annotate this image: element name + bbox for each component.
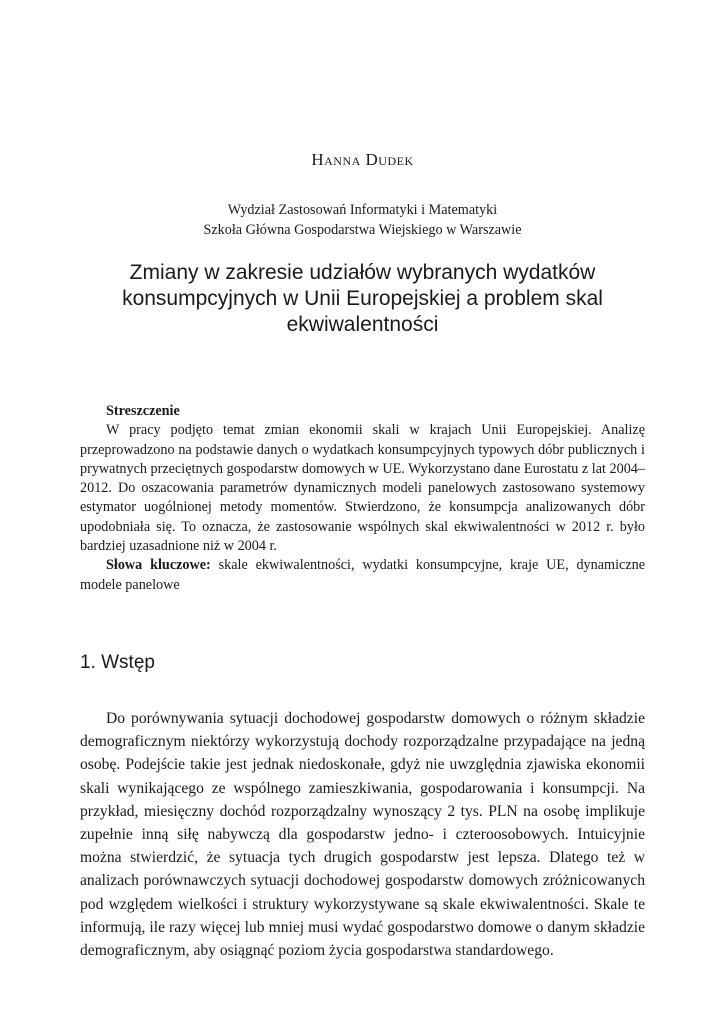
affiliation — [0, 200, 725, 240]
keywords-text: skale ekwiwalentności, wydatki konsumpcyjne, kraje UE, dynamiczne modele panelowe — [80, 557, 646, 593]
abstract — [80, 402, 645, 595]
body-paragraph: Do porównywania sytuacji dochodowej gospodarstw domowych o różnym składzie demograficznym niektórzy wykorzystują dochody rozporządzalne przypadające na jedną osobę. Podejście takie jest jednak niedoskonałe, gdyż nie uwzględnia zjawiska ekonomii skali wynikającego ze wspólnego zamieszkiwania, gospodarowania i konsumpcji. Na przykład, miesięczny dochód rozporządzalny wynoszący 2 tys. PLN na osobę implikuje zupełnie inną siłę nabywczą dla gospodarstw jedno- i czteroosobowych. Intuicyjnie można stwierdzić, że sytuacja tych drugich gospodarstw jest lepsza. Dlatego też w analizach porównawczych sytuacji dochodowej gospodarstw domowych zróżnicowanych pod względem wielkości i struktury wykorzystywane są skale ekwiwalentności. Skale te informują, ile razy więcej lub mniej musi wydać gospodarstwo domowe o danym składzie demograficznym, aby osiągnąć poziom życia gospodarstwa standardowego. — [80, 710, 645, 960]
keywords — [80, 556, 645, 595]
keywords-label: Słowa kluczowe: — [106, 557, 211, 574]
abstract-heading: Streszczenie — [106, 403, 180, 419]
author-name: Hanna Dudek — [311, 150, 414, 169]
abstract-text: W pracy podjęto temat zmian ekonomii skali w krajach Unii Europejskiej. Analizę przeprowadzono na podstawie danych o wydatkach konsumpcyjnych typowych dóbr publicznych i prywatnych przeciętnych gospodarstw domowych w UE. Wykorzystano dane Eurostatu z lat 2004–2012. Do oszacowania parametrów dynamicznych modeli panelowych zastosowano systemowy estymator uogólnionej metody momentów. Stwierdzono, że konsumpcja analizowanych dóbr upodobniała się. To oznacza, że zastosowanie wspólnych skal ekwiwalentności w 2012 r. było bardziej uzasadnione niż w 2004 r. — [80, 422, 645, 555]
affiliation-line-2: Szkoła Główna Gospodarstwa Wiejskiego w Warszawie — [203, 222, 522, 238]
paper-title: Zmiany w zakresie udziałów wybranych wydatków konsumpcyjnych w Unii Europejskiej a problem skal ekwiwalentności — [122, 261, 603, 336]
affiliation-line-1: Wydział Zastosowań Informatyki i Matematyki — [227, 202, 498, 218]
section-heading: 1. Wstęp — [80, 652, 155, 673]
